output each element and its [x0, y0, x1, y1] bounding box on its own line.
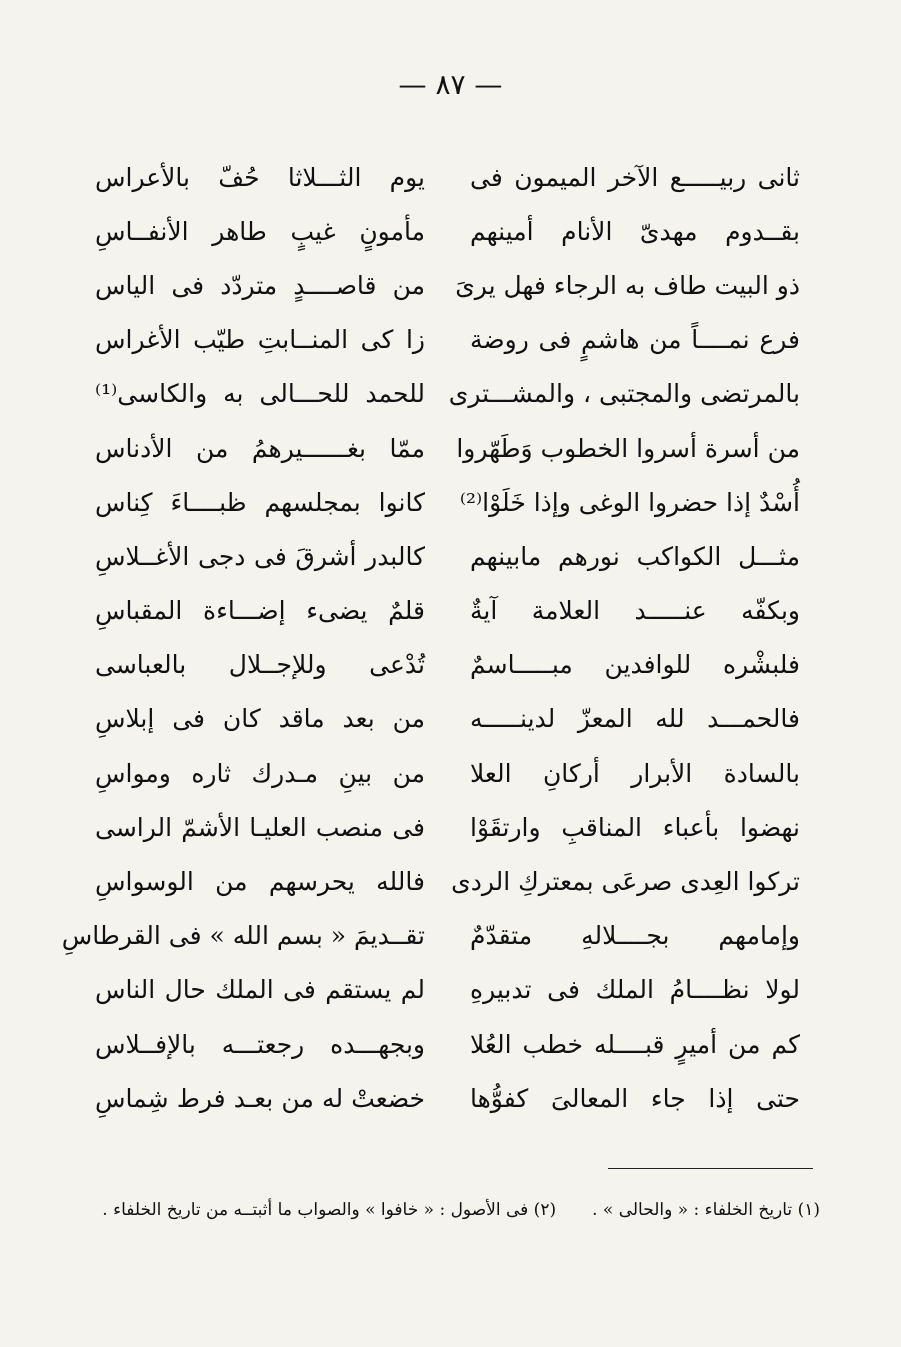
- verse-line: [95, 963, 800, 1017]
- hemistich-second: فى منصب العليـا الأشمّ الراسى: [95, 812, 425, 842]
- hemistich-first: من أسرة أسروا الخطوب وَطَهّروا: [456, 433, 800, 463]
- verse-line: [95, 584, 800, 638]
- hemistich-second: لم يستقم فى الملك حال الناس: [95, 975, 425, 1005]
- hemistich-first: فالحمـــد لله المعزّ لدينـــــه: [470, 704, 800, 734]
- page-number: — ٨٧ —: [398, 68, 503, 101]
- verse-line: [95, 854, 800, 908]
- footnotes: [80, 1193, 820, 1227]
- verse-line: [95, 421, 800, 475]
- hemistich-first: لولا نظــــامُ الملك فى تدبيرهِ: [470, 975, 800, 1005]
- hemistich-first: بالسادة الأبرار أركانِ العلا: [470, 758, 800, 788]
- hemistich-second: خضعتْ له من بعـد فرط شِماسِ: [95, 1083, 425, 1113]
- hemistich-first: نهضوا بأعباء المناقبِ وارتقَوْا: [470, 812, 800, 842]
- hemistich-first: ثانى ربيـــــع الآخر الميمون فى: [470, 162, 800, 192]
- hemistich-first: بقــدوم مهدىّ الأنام أمينهم: [470, 216, 800, 246]
- verse-line: [95, 258, 800, 312]
- hemistich-first: وإمامهم بجــــلالهِ متقدّمٌ: [470, 921, 800, 951]
- verse-line: [61, 909, 800, 963]
- footnote-1: (١) تاريخ الخلفاء : « والحالى » .: [592, 1200, 820, 1220]
- hemistich-first: تركوا العِدى صرعَى بمعتركِ الردى: [451, 867, 800, 897]
- verse-line: [95, 150, 800, 204]
- verse-line: [95, 475, 800, 529]
- hemistich-second: قلمٌ يضىء إضـــاءة المقباسِ: [95, 596, 425, 626]
- hemistich-second: من بعد ماقد كان فى إبلاسِ: [95, 704, 425, 734]
- hemistich-first: فلبشْره للوافدين مبـــــاسمٌ: [470, 650, 800, 680]
- hemistich-first: وبكفّه عنـــــد العلامة آيةٌ: [470, 596, 800, 626]
- verse-line: [95, 204, 800, 258]
- hemistich-second: فالله يحرسهم من الوسواسِ: [95, 867, 425, 897]
- verse-line: [95, 746, 800, 800]
- verse-line: [95, 800, 800, 854]
- hemistich-second: تقــديمَ « بسم الله » فى القرطاسِ: [61, 921, 425, 951]
- hemistich-second: يوم الثـــلاثا حُفّ بالأعراس: [95, 162, 425, 192]
- hemistich-first: ذو البيت طاف به الرجاء فهل يرىَ: [455, 270, 800, 300]
- poem-verses: [61, 150, 800, 1125]
- footnote-2: (٢) فى الأصول : « خافوا » والصواب ما أثبتــه من تاريخ الخلفاء .: [102, 1200, 557, 1220]
- hemistich-first: حتى إذا جاء المعالىَ كفوُّها: [470, 1083, 800, 1113]
- verse-line: [95, 313, 800, 367]
- hemistich-first: فرع نمــــاً من هاشمٍ فى روضة: [470, 325, 800, 355]
- hemistich-second: كالبدر أشرقَ فى دجى الأغــلاسِ: [95, 541, 425, 571]
- hemistich-second: ممّا بغــــــيرهمُ من الأدناس: [95, 433, 425, 463]
- hemistich-second: تُدْعى وللإجــلال بالعباسى: [95, 650, 425, 680]
- hemistich-first: مثـــل الكواكب نورهم مابينهم: [470, 541, 800, 571]
- hemistich-second: مأمونٍ غيبٍ طاهر الأنفــاسِ: [95, 216, 425, 246]
- hemistich-first: كم من أميرٍ قبــــله خطب العُلا: [470, 1029, 800, 1059]
- verse-line: [95, 1017, 800, 1071]
- hemistich-second: من قاصــــدٍ متردّد فى الياس: [95, 270, 425, 300]
- verse-line: [95, 692, 800, 746]
- hemistich-second: من بينِ مـدرك ثاره ومواسِ: [95, 758, 425, 788]
- verse-line: [95, 638, 800, 692]
- hemistich-first: بالمرتضى والمجتبى ، والمشـــترى: [448, 379, 800, 409]
- hemistich-second: وبجهـــده رجعتـــه بالإفــلاس: [95, 1029, 425, 1059]
- hemistich-second: كانوا بمجلسهم ظبــــاءَ كِناس: [95, 487, 425, 517]
- footnote-divider: [608, 1168, 813, 1169]
- hemistich-first: أُسْدٌ إذا حضروا الوغى وإذا خَلَوْا⁽²⁾: [459, 487, 800, 517]
- verse-line: [95, 367, 800, 421]
- hemistich-second: للحمد للحـــالى به والكاسى⁽¹⁾: [95, 379, 425, 409]
- verse-line: [95, 1071, 800, 1125]
- hemistich-second: زا كى المنــابتِ طيّب الأغراس: [95, 325, 425, 355]
- verse-line: [95, 529, 800, 583]
